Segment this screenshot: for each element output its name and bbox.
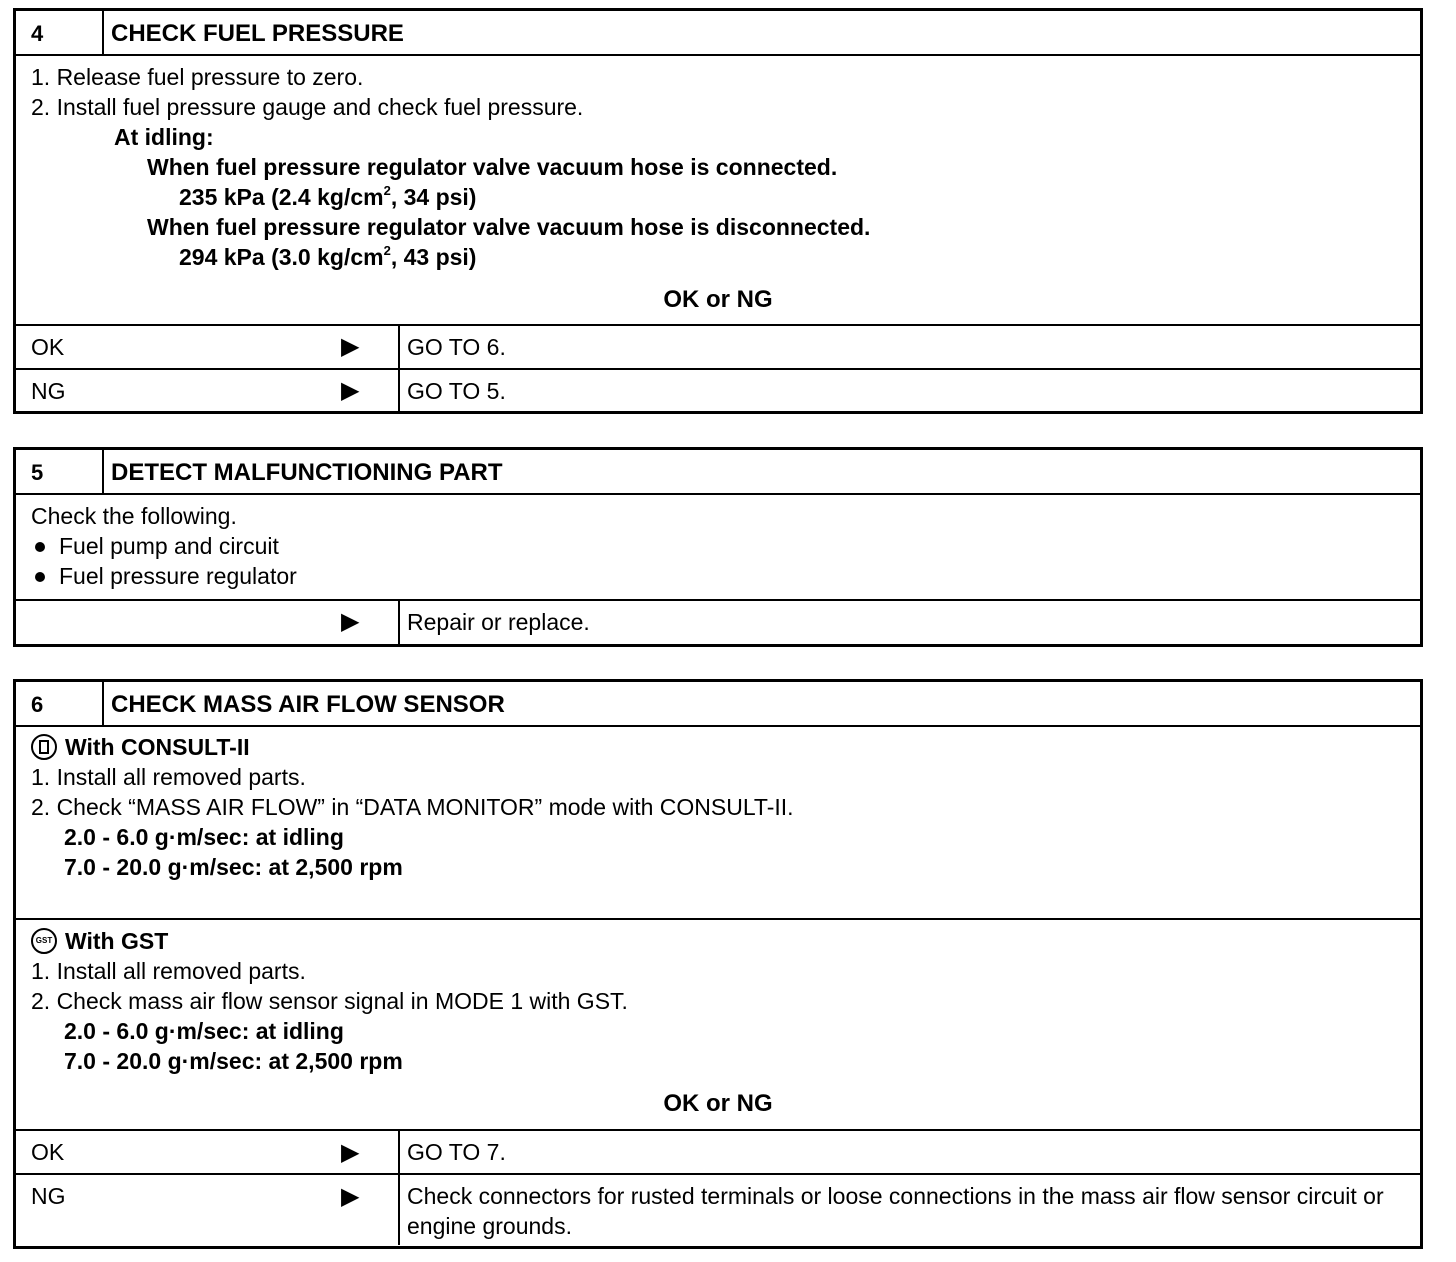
step-number: 5 (16, 450, 104, 493)
instruction-line: 1. Release fuel pressure to zero. (31, 64, 364, 90)
instruction-line: 2. Check mass air flow sensor signal in MODE 1 with GST. (31, 988, 628, 1014)
arrow-right-icon: ▶ (341, 333, 360, 360)
spec-value: 294 kPa (3.0 $kg/cm^2$, 43 psi) (179, 243, 477, 270)
step-number: 4 (16, 11, 104, 54)
step-4-body (16, 56, 1420, 326)
instruction-line: 2. Check “MASS AIR FLOW” in “DATA MONITOR” mode with CONSULT-II. (31, 794, 794, 820)
list-item: Fuel pressure regulator (31, 561, 1420, 591)
condition-heading: At idling: (114, 124, 214, 150)
consult-heading: With CONSULT-II (31, 732, 1420, 762)
result-row-ng (16, 370, 1420, 413)
result-row-ok (16, 1131, 1420, 1175)
result-row-ok (16, 326, 1420, 370)
consult-icon (31, 734, 57, 760)
result-label: NG ▶ (16, 1175, 400, 1245)
step-title: CHECK MASS AIR FLOW SENSOR (111, 691, 505, 718)
arrow-right-icon: ▶ (341, 1139, 360, 1166)
spec-value: 2.0 - 6.0 g·m/sec: at idling (64, 1018, 344, 1044)
arrow-right-icon: ▶ (341, 608, 360, 635)
list-item: Fuel pump and circuit (31, 531, 1420, 561)
instruction-line: 2. Install fuel pressure gauge and check fuel pressure. (31, 94, 584, 120)
step-title: CHECK FUEL PRESSURE (111, 20, 404, 47)
result-label: OK ▶ (16, 326, 400, 368)
result-action: Check connectors for rusted terminals or loose connections in the mass air flow sensor circuit or engine grounds. (407, 1183, 1384, 1239)
result-row (16, 601, 1420, 644)
step-5-box (13, 447, 1423, 647)
step-title: DETECT MALFUNCTIONING PART (111, 459, 503, 486)
step-6-box (13, 679, 1423, 1249)
condition-text: When fuel pressure regulator valve vacuum hose is connected. (147, 154, 838, 180)
instruction-line: Check the following. (31, 503, 237, 529)
result-action: GO TO 7. (407, 1139, 506, 1165)
step-5-body (16, 495, 1420, 601)
spec-value: 7.0 - 20.0 g·m/sec: at 2,500 rpm (64, 854, 403, 880)
bullet-icon (35, 572, 45, 582)
spec-value: 2.0 - 6.0 g·m/sec: at idling (64, 824, 344, 850)
step-number: 6 (16, 682, 104, 725)
spec-value: 7.0 - 20.0 g·m/sec: at 2,500 rpm (64, 1048, 403, 1074)
spec-value: 235 kPa (2.4 $kg/cm^2$, 34 psi) (179, 183, 477, 210)
result-label (16, 601, 400, 644)
ok-or-ng-label: OK or NG (663, 1090, 773, 1117)
result-action: GO TO 6. (407, 334, 506, 360)
instruction-line: 1. Install all removed parts. (31, 764, 306, 790)
result-action: GO TO 5. (407, 378, 506, 404)
gst-heading: GST With GST (31, 926, 1420, 956)
result-label: NG ▶ (16, 370, 400, 413)
condition-text: When fuel pressure regulator valve vacuum hose is disconnected. (147, 214, 871, 240)
step-6-body (16, 727, 1420, 1131)
step-5-header (16, 450, 1420, 495)
arrow-right-icon: ▶ (341, 377, 360, 404)
step-4-box (13, 8, 1423, 414)
ok-or-ng-label: OK or NG (663, 286, 773, 313)
bullet-icon (35, 542, 45, 552)
gst-icon: GST (31, 928, 57, 954)
instruction-line: 1. Install all removed parts. (31, 958, 306, 984)
result-row-ng (16, 1175, 1420, 1245)
result-label: OK ▶ (16, 1131, 400, 1173)
step-4-header (16, 11, 1420, 56)
section-divider (16, 918, 1420, 920)
arrow-right-icon: ▶ (341, 1183, 360, 1210)
step-6-header (16, 682, 1420, 727)
result-action: Repair or replace. (407, 609, 590, 635)
